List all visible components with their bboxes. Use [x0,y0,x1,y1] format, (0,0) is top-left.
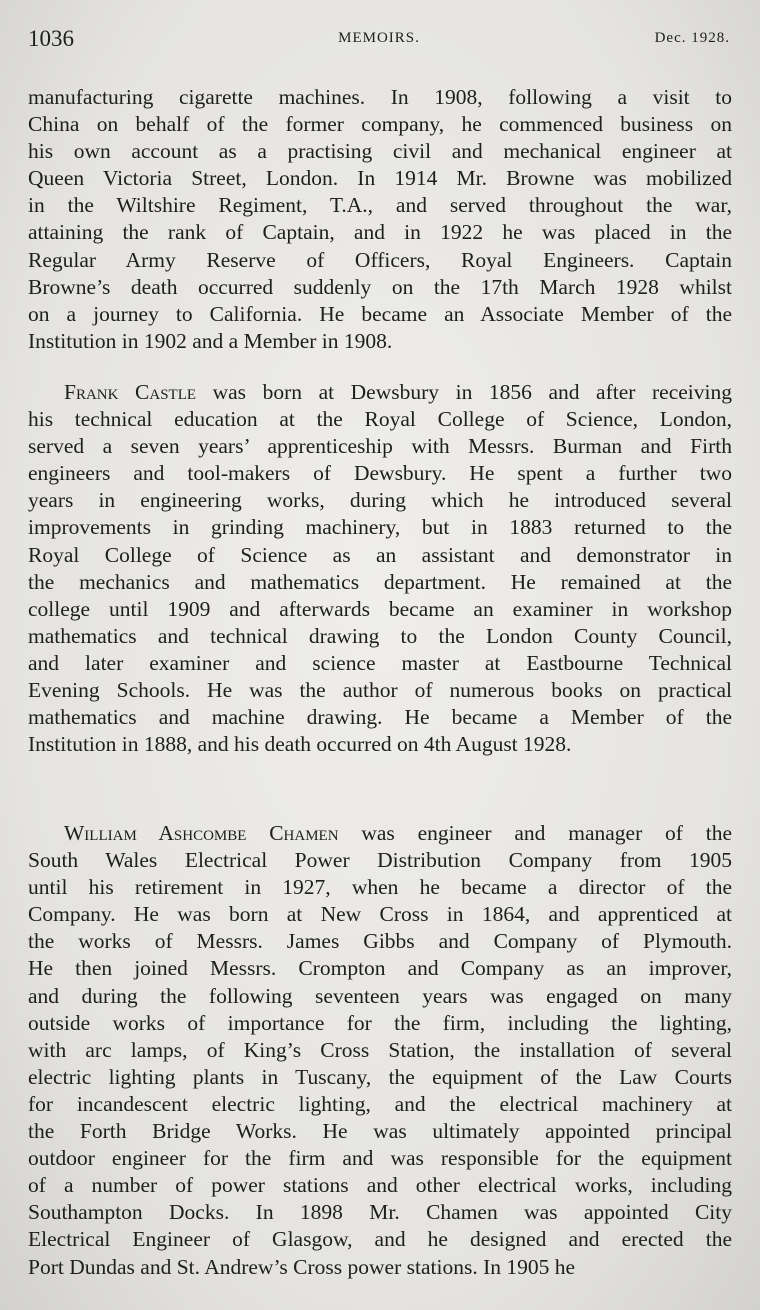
line-text: Regular Army Reserve of Officers, Royal Engineers. Captain [28,247,732,272]
line-text: his own account as a practising civil and mechanical engineer at [28,139,732,164]
text-line [28,84,732,111]
line-text: mathematics and technical drawing to the London County Council, [28,623,732,648]
line-text: outdoor engineer for the firm and was responsible for the equipment [28,1146,732,1171]
line-text: on a journey to California. He became an Associate Member of the [28,301,732,326]
line-text: Southampton Docks. In 1898 Mr. Chamen was appointed City [28,1200,732,1225]
text-line [28,1010,732,1037]
line-text: Company. He was born at New Cross in 1864, and apprenticed at [28,902,732,927]
text-line [28,928,732,955]
text-line [28,433,732,460]
paragraph-castle [28,379,732,758]
line-text: Port Dundas and St. Andrew’s Cross power stations. In 1905 he [28,1254,576,1279]
line-text: South Wales Electrical Power Distribution Company from 1905 [28,848,732,873]
line-text: Queen Victoria Street, London. In 1914 Mr. Browne was mobilized [28,166,732,191]
line-text: manufacturing cigarette machines. In 1908, following a visit to [28,85,732,109]
text-line [28,623,732,650]
line-text: was engineer and manager of the [338,821,732,845]
person-name: William Ashcombe Chamen [64,821,339,845]
page-header [28,26,730,56]
line-text: Browne’s death occurred suddenly on the 17th March 1928 whilst [28,274,732,299]
text-line [28,731,732,758]
text-line [28,596,732,623]
text-line [28,301,732,328]
text-line [28,247,732,274]
text-line [28,165,732,192]
line-text: college until 1909 and afterwards became an examiner in workshop [28,596,732,621]
running-title: MEMOIRS. [338,30,420,46]
text-line [28,569,732,596]
line-text: the works of Messrs. James Gibbs and Company of Plymouth. [28,929,732,954]
text-line [28,704,732,731]
line-text: Institution in 1888, and his death occurred on 4th August 1928. [28,732,572,757]
text-line [28,983,732,1010]
line-text: until his retirement in 1927, when he became a director of the [28,875,732,900]
text-line [28,542,732,569]
text-line [28,955,732,982]
text-line [28,192,732,219]
line-text: and later examiner and science master at Eastbourne Technical [28,650,732,675]
line-text: Institution in 1902 and a Member in 1908. [28,328,393,353]
line-text: in the Wiltshire Regiment, T.A., and served throughout the war, [28,193,732,218]
line-text: his technical education at the Royal College of Science, London, [28,407,732,432]
line-text: Evening Schools. He was the author of numerous books on practical [28,678,732,703]
text-line [28,1145,732,1172]
line-text: He then joined Messrs. Crompton and Company as an improver, [28,956,732,981]
paragraph-browne [28,84,732,355]
line-text: engineers and tool-makers of Dewsbury. He spent a further two [28,461,732,486]
text-line [28,1254,732,1281]
text-line [28,901,732,928]
text-line [28,1037,732,1064]
text-line [28,111,732,138]
text-line [28,677,732,704]
text-line [28,1064,732,1091]
text-line [28,650,732,677]
line-text: served a seven years’ apprenticeship with Messrs. Burman and Firth [28,434,732,459]
page-number: 1036 [28,26,74,51]
line-text: with arc lamps, of King’s Cross Station, the installation of several [28,1037,732,1062]
text-line [28,820,732,847]
line-text: China on behalf of the former company, he commenced business on [28,112,732,137]
line-text: improvements in grinding machinery, but in 1883 returned to the [28,515,732,540]
paragraph-chamen [28,820,732,1281]
text-line [28,379,732,406]
line-text: was born at Dewsbury in 1856 and after receiving [196,380,732,404]
line-text: the Forth Bridge Works. He was ultimately appointed principal [28,1119,732,1144]
line-text: of a number of power stations and other electrical works, including [28,1173,732,1198]
text-line [28,274,732,301]
line-text: and during the following seventeen years was engaged on many [28,983,732,1008]
line-text: years in engineering works, during which he introduced several [28,488,732,513]
text-line [28,460,732,487]
line-text: electric lighting plants in Tuscany, the equipment of the Law Courts [28,1064,732,1089]
text-line [28,1226,732,1253]
person-name: Frank Castle [64,380,197,404]
text-line [28,219,732,246]
text-line [28,1091,732,1118]
line-text: Royal College of Science as an assistant and demonstrator in [28,542,732,567]
line-text: the mechanics and mathematics department. He remained at the [28,569,732,594]
line-text: attaining the rank of Captain, and in 1922 he was placed in the [28,220,732,245]
text-line [28,406,732,433]
line-text: Electrical Engineer of Glasgow, and he designed and erected the [28,1227,732,1252]
text-line [28,138,732,165]
line-text: mathematics and machine drawing. He became a Member of the [28,705,732,730]
text-line [28,1172,732,1199]
text-line [28,847,732,874]
text-line [28,1199,732,1226]
line-text: outside works of importance for the firm, including the lighting, [28,1010,732,1035]
text-line [28,514,732,541]
text-line [28,487,732,514]
text-line [28,874,732,901]
text-line [28,1118,732,1145]
text-line [28,328,732,355]
line-text: for incandescent electric lighting, and the electrical machinery at [28,1091,732,1116]
header-date: Dec. 1928. [654,30,730,46]
